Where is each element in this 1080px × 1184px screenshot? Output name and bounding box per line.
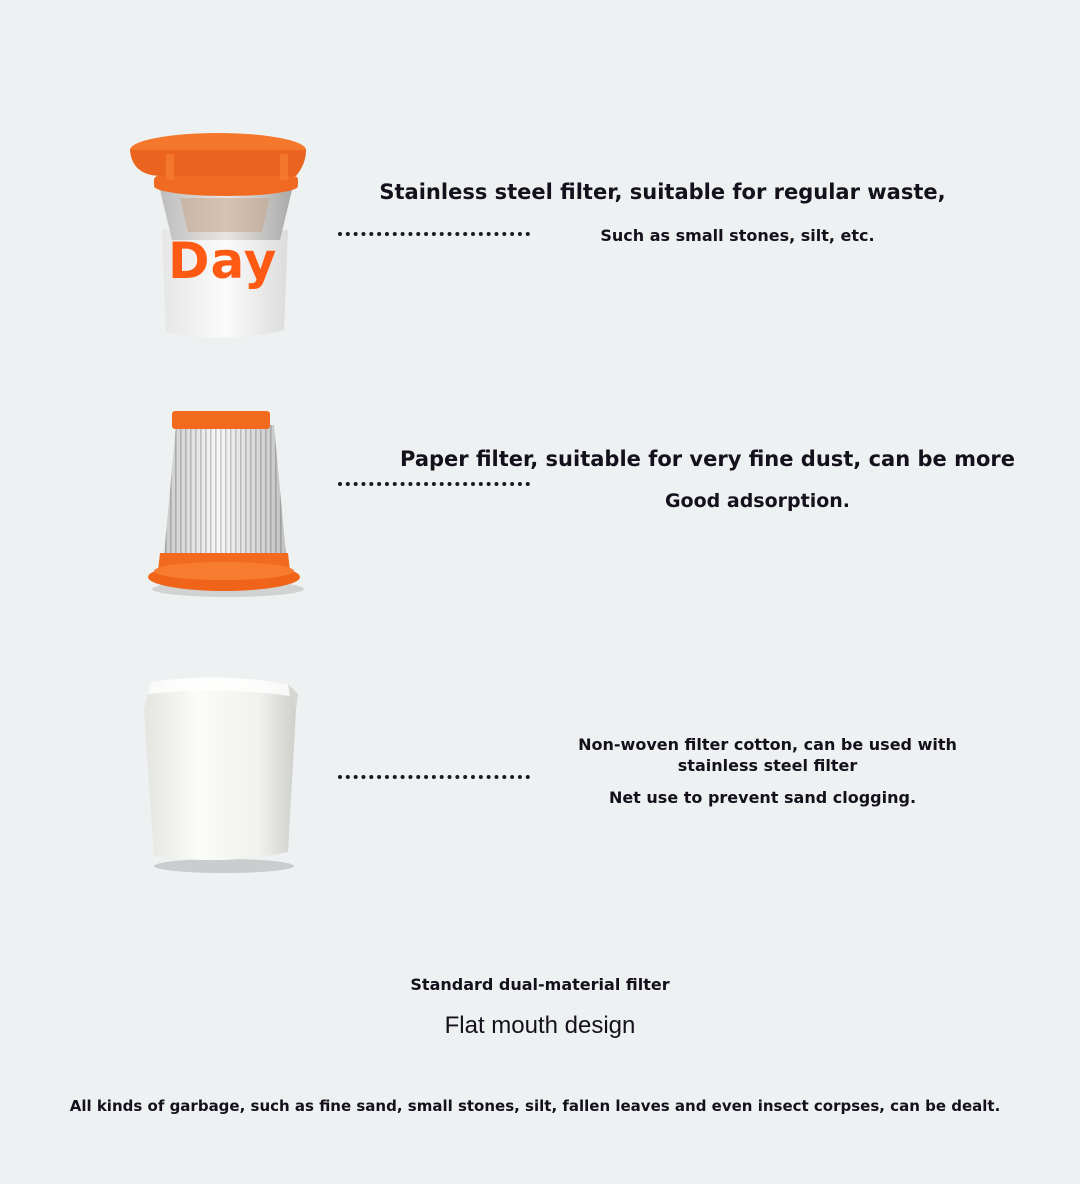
- stainless-filter-title: Stainless steel filter, suitable for regular waste,: [379, 180, 946, 204]
- flat-mouth-design-label: Flat mouth design: [444, 1012, 636, 1039]
- connector-dots-1: [338, 232, 530, 236]
- cotton-filter-image: [138, 670, 313, 880]
- cotton-filter-title-line1: Non-woven filter cotton, can be used with: [578, 735, 957, 754]
- connector-dots-2: [338, 482, 530, 486]
- garbage-note: All kinds of garbage, such as fine sand, small stones, silt, fallen leaves and even insect corpses, can be dealt.: [69, 1097, 1001, 1115]
- day-label: Day: [168, 232, 278, 290]
- stainless-filter-subtitle: Such as small stones, silt, etc.: [600, 226, 875, 245]
- paper-filter-image: [140, 405, 310, 605]
- paper-filter-subtitle: Good adsorption.: [664, 490, 851, 512]
- standard-filter-label: Standard dual-material filter: [410, 975, 670, 994]
- paper-filter-title: Paper filter, suitable for very fine dust, can be more: [400, 447, 1015, 471]
- cotton-filter-subtitle: Net use to prevent sand clogging.: [608, 788, 917, 807]
- cotton-filter-title-line2: stainless steel filter: [677, 756, 858, 775]
- connector-dots-3: [338, 775, 530, 779]
